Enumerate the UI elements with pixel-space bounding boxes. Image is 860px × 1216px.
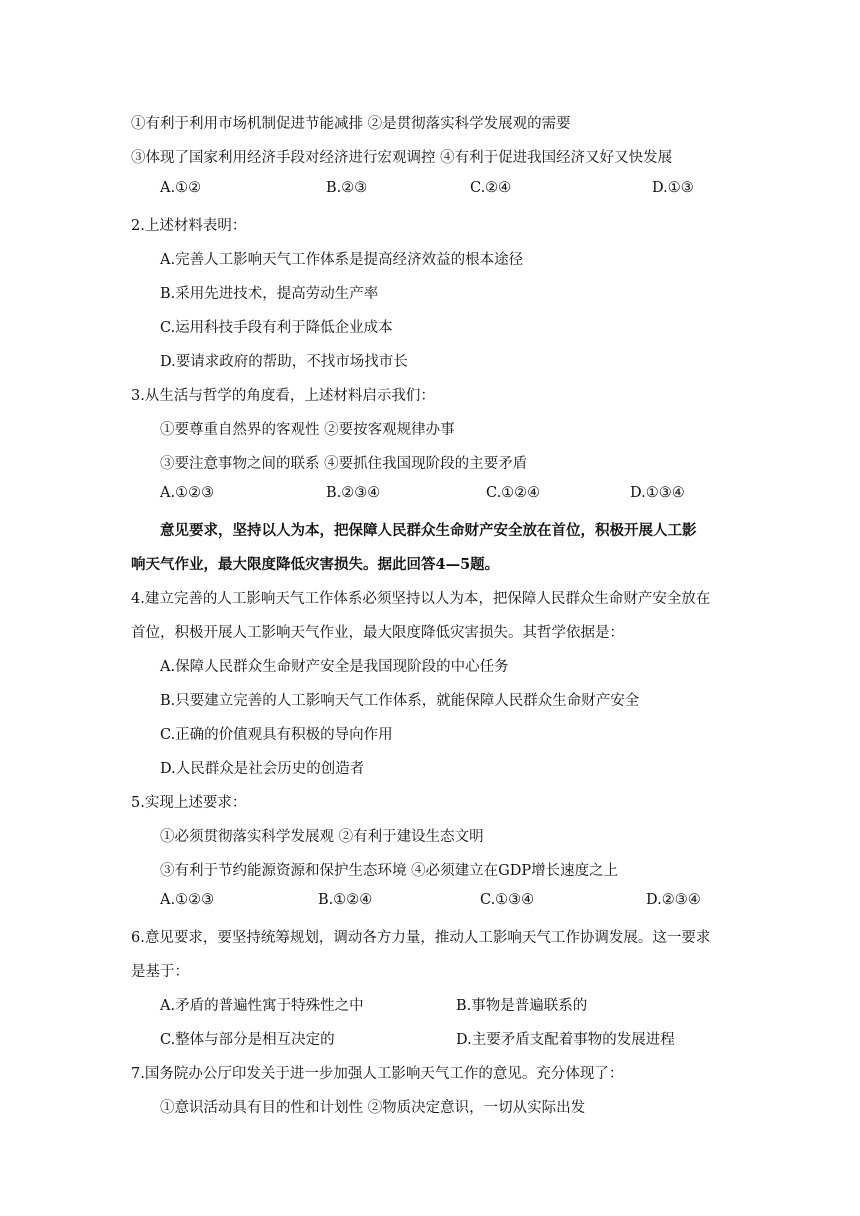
q6-option-c: C.整体与部分是相互决定的	[160, 1032, 335, 1048]
q4-option-b: B.只要建立完善的人工影响天气工作体系，就能保障人民群众生命财产安全	[160, 693, 640, 709]
q2-option-a: A.完善人工影响天气工作体系是提高经济效益的根本途径	[160, 252, 524, 268]
q1-statement-line-1: ①有利于利用市场机制促进节能减排 ②是贯彻落实科学发展观的需要	[131, 116, 571, 132]
q5-choice-a: A.①②③	[160, 892, 215, 908]
q6-option-a: A.矛盾的普遍性寓于特殊性之中	[160, 998, 364, 1014]
q4-stem-line-1: 4.建立完善的人工影响天气工作体系必须坚持以人为本，把保障人民群众生命财产安全放在	[131, 591, 711, 607]
q4-stem-line-2: 首位，积极开展人工影响天气作业，最大限度降低灾害损失。其哲学依据是：	[131, 625, 624, 641]
q6-stem-line-2: 是基于：	[131, 964, 189, 980]
q1-choice-c: C.②④	[470, 180, 512, 196]
q7-statement-line-1: ①意识活动具有目的性和计划性 ②物质决定意识，一切从实际出发	[160, 1100, 586, 1116]
q3-choice-a: A.①②③	[160, 485, 215, 501]
q4-option-a: A.保障人民群众生命财产安全是我国现阶段的中心任务	[160, 659, 509, 675]
material-line-1: 意见要求，坚持以人为本，把保障人民群众生命财产安全放在首位，积极开展人工影	[160, 522, 697, 539]
q5-statement-line-2: ③有利于节约能源资源和保护生态环境 ④必须建立在GDP增长速度之上	[160, 863, 619, 879]
q3-statement-line-2: ③要注意事物之间的联系 ④要抓住我国现阶段的主要矛盾	[160, 456, 528, 472]
q5-statement-line-1: ①必须贯彻落实科学发展观 ②有利于建设生态文明	[160, 829, 484, 845]
q4-option-c: C.正确的价值观具有积极的导向作用	[160, 727, 393, 743]
q5-stem: 5.实现上述要求：	[131, 795, 247, 811]
q3-statement-line-1: ①要尊重自然界的客观性 ②要按客观规律办事	[160, 422, 455, 438]
q1-choice-d: D.①③	[652, 180, 694, 196]
q2-option-d: D.要请求政府的帮助，不找市场找市长	[160, 354, 408, 370]
q6-option-b: B.事物是普遍联系的	[456, 998, 588, 1014]
material-line-2: 响天气作业，最大限度降低灾害损失。据此回答4—5题。	[131, 556, 500, 573]
q3-choice-b: B.②③④	[326, 485, 381, 501]
q3-choice-c: C.①②④	[486, 485, 541, 501]
q6-stem-line-1: 6.意见要求，要坚持统筹规划，调动各方力量，推动人工影响天气工作协调发展。这一要求	[131, 930, 711, 946]
q3-stem: 3.从生活与哲学的角度看，上述材料启示我们：	[131, 388, 435, 404]
q1-choice-b: B.②③	[326, 180, 368, 196]
q5-choice-c: C.①③④	[480, 892, 535, 908]
q7-stem: 7.国务院办公厅印发关于进一步加强人工影响天气工作的意见。充分体现了：	[131, 1066, 624, 1082]
q2-stem: 2.上述材料表明：	[131, 218, 247, 234]
q6-option-d: D.主要矛盾支配着事物的发展进程	[456, 1032, 675, 1048]
q2-option-b: B.采用先进技术，提高劳动生产率	[160, 286, 379, 302]
q4-option-d: D.人民群众是社会历史的创造者	[160, 761, 365, 777]
q5-choice-d: D.②③④	[646, 892, 701, 908]
q1-statement-line-2: ③体现了国家利用经济手段对经济进行宏观调控 ④有利于促进我国经济又好又快发展	[131, 150, 673, 166]
q5-choice-b: B.①②④	[318, 892, 373, 908]
q2-option-c: C.运用科技手段有利于降低企业成本	[160, 320, 393, 336]
q3-choice-d: D.①③④	[630, 485, 685, 501]
q1-choice-a: A.①②	[160, 180, 202, 196]
